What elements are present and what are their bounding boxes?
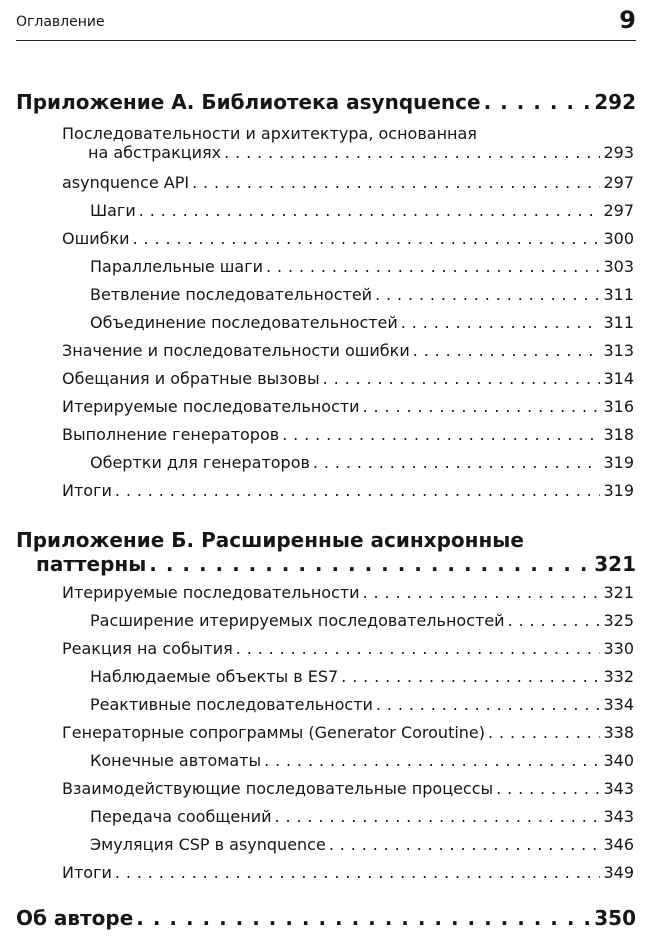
toc-entry-summary-a[interactable] — [62, 481, 634, 500]
toc-entry-title: Передача сообщений — [90, 807, 272, 826]
toc-entry-title: Объединение последовательностей — [90, 313, 398, 332]
toc-entry-title: Итерируемые последовательности — [62, 397, 360, 416]
toc-entry-csp-emulation[interactable] — [90, 835, 634, 854]
toc-entry-title: Обещания и обратные вызовы — [62, 369, 320, 388]
toc-entry-appendix-b[interactable] — [16, 528, 636, 576]
dot-leader — [363, 397, 601, 416]
toc-entry-page: 293 — [603, 143, 634, 162]
toc-entry-steps[interactable] — [90, 201, 634, 220]
toc-entry-about-author[interactable] — [16, 906, 636, 930]
toc-entry-title-line2: паттерны — [36, 552, 147, 576]
dot-leader — [508, 611, 601, 630]
toc-entry-title: Реактивные последовательности — [90, 695, 373, 714]
dot-leader — [149, 552, 591, 576]
toc-entry-page: 316 — [603, 397, 634, 416]
dot-leader — [136, 906, 591, 930]
toc-entry-combining-sequences[interactable] — [90, 313, 634, 332]
toc-entry-page: 303 — [603, 257, 634, 276]
toc-entry-summary-b[interactable] — [62, 863, 634, 882]
toc-entry-title: Наблюдаемые объекты в ES7 — [90, 667, 339, 686]
toc-entry-csp[interactable] — [62, 779, 634, 798]
toc-entry-errors[interactable] — [62, 229, 634, 248]
toc-entry-forking-sequences[interactable] — [90, 285, 634, 304]
toc-entry-page: 340 — [603, 751, 634, 770]
dot-leader — [275, 807, 601, 826]
toc-entry-page: 325 — [603, 611, 634, 630]
toc-entry-page: 314 — [603, 369, 634, 388]
toc-entry-title: Генераторные сопрограммы (Generator Coroutine) — [62, 723, 486, 742]
toc-entry-page: 311 — [603, 313, 634, 332]
toc-entry-event-reactive[interactable] — [62, 639, 634, 658]
toc-entry-page: 297 — [603, 173, 634, 192]
dot-leader — [139, 201, 601, 220]
toc-entry-message-passing[interactable] — [90, 807, 634, 826]
toc-entry-page: 297 — [603, 201, 634, 220]
dot-leader — [266, 257, 600, 276]
toc-entry-title: Об авторе — [16, 906, 134, 930]
toc-entry-page: 321 — [603, 583, 634, 602]
toc-entry-sequences-architecture[interactable] — [62, 124, 634, 162]
dot-leader — [329, 835, 601, 854]
toc-entry-title: Итоги — [62, 481, 112, 500]
toc-entry-appendix-a[interactable] — [16, 90, 636, 114]
toc-entry-title: Взаимодействующие последовательные процессы — [62, 779, 494, 798]
dot-leader — [488, 723, 600, 742]
toc-entry-parallel-steps[interactable] — [90, 257, 634, 276]
toc-entry-title: Шаги — [90, 201, 136, 220]
toc-entry-page: 330 — [603, 639, 634, 658]
toc-entry-iterable-sequences[interactable] — [62, 397, 634, 416]
toc-entry-reactive-sequences[interactable] — [90, 695, 634, 714]
toc-entry-title: Обертки для генераторов — [90, 453, 310, 472]
dot-leader — [496, 779, 600, 798]
toc-entry-es7-observables[interactable] — [90, 667, 634, 686]
toc-entry-page: 349 — [603, 863, 634, 882]
toc-entry-page: 332 — [603, 667, 634, 686]
dot-leader — [264, 751, 600, 770]
dot-leader — [192, 173, 600, 192]
toc-entry-page: 319 — [603, 481, 634, 500]
toc-entry-title: Итерируемые последовательности — [62, 583, 360, 602]
dot-leader — [115, 863, 601, 882]
dot-leader — [363, 583, 601, 602]
toc-entry-generator-wrappers[interactable] — [90, 453, 634, 472]
toc-entry-generator-coroutine[interactable] — [62, 723, 634, 742]
toc-entry-value-error-sequences[interactable] — [62, 341, 634, 360]
page-header — [16, 0, 636, 41]
dot-leader — [115, 481, 601, 500]
toc-entry-title: Выполнение генераторов — [62, 425, 280, 444]
toc-entry-iterable-sequences-b[interactable] — [62, 583, 634, 602]
toc-entry-title: Ошибки — [62, 229, 130, 248]
page-number: 9 — [619, 6, 636, 34]
toc-entry-title: Реакция на события — [62, 639, 233, 658]
dot-leader — [236, 639, 601, 658]
toc-entry-title: asynquence API — [62, 173, 190, 192]
toc-entry-page: 338 — [603, 723, 634, 742]
toc-entry-title: Эмуляция CSP в asynquence — [90, 835, 326, 854]
toc-entry-asynquence-api[interactable] — [62, 173, 634, 192]
dot-leader — [413, 341, 601, 360]
dot-leader — [484, 90, 592, 114]
toc-entry-page: 292 — [594, 90, 636, 114]
toc-entry-title-line2: на абстракциях — [88, 143, 222, 162]
toc-entry-page: 313 — [603, 341, 634, 360]
dot-leader — [313, 453, 601, 472]
toc-entry-page: 350 — [594, 906, 636, 930]
toc-entry-page: 346 — [603, 835, 634, 854]
toc-entry-title: Итоги — [62, 863, 112, 882]
dot-leader — [376, 695, 601, 714]
toc-entry-page: 319 — [603, 453, 634, 472]
toc-entry-extending-iterables[interactable] — [90, 611, 634, 630]
toc-entry-page: 311 — [603, 285, 634, 304]
toc-entry-title: Приложение А. Библиотека asynquence — [16, 90, 481, 114]
dot-leader — [133, 229, 601, 248]
toc-entry-title: Параллельные шаги — [90, 257, 264, 276]
dot-leader — [224, 143, 600, 162]
dot-leader — [282, 425, 600, 444]
dot-leader — [401, 313, 601, 332]
toc-entry-title: Значение и последовательности ошибки — [62, 341, 410, 360]
toc-entry-title: Ветвление последовательностей — [90, 285, 373, 304]
running-title: Оглавление — [16, 14, 105, 30]
dot-leader — [341, 667, 600, 686]
dot-leader — [323, 369, 601, 388]
toc-entry-page: 343 — [603, 807, 634, 826]
toc-entry-page: 318 — [603, 425, 634, 444]
toc-entry-title-line1: Последовательности и архитектура, основанная — [62, 124, 477, 143]
dot-leader — [375, 285, 600, 304]
toc-entry-title: Расширение итерируемых последовательностей — [90, 611, 505, 630]
toc-entry-page: 300 — [603, 229, 634, 248]
toc-entry-state-machines[interactable] — [90, 751, 634, 770]
toc-entry-promises-callbacks[interactable] — [62, 369, 634, 388]
toc-entry-running-generators[interactable] — [62, 425, 634, 444]
toc-entry-page: 321 — [594, 552, 636, 576]
toc-entry-page: 334 — [603, 695, 634, 714]
toc-entry-page: 343 — [603, 779, 634, 798]
toc-entry-title: Конечные автоматы — [90, 751, 262, 770]
toc-entry-title-line1: Приложение Б. Расширенные асинхронные — [16, 528, 524, 552]
